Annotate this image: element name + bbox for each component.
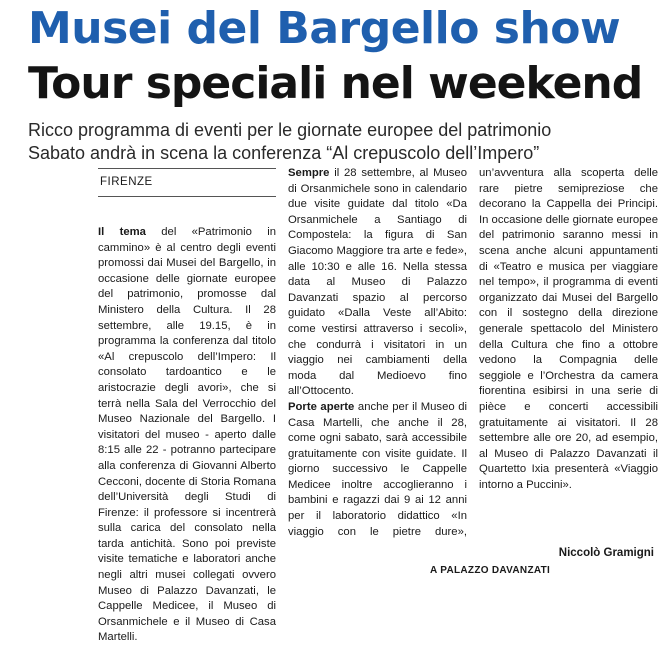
paragraph-3-lead: Porte aperte [288,400,355,413]
headline-secondary: Tour speciali nel weekend [28,58,643,109]
paragraph-2-lead: Sempre [288,167,330,179]
dateline: FIRENZE [98,168,276,197]
article-column-3 [480,538,658,558]
paragraph-3-text: anche per il Museo di Casa Martelli, che anche il 28, come ogni sabato, sarà accessibile gratuitamente con visite guidate. Il giorno successivo le Cappelle Medicee inoltre accoglieranno i bambini e ragazzi dai 9 ai 12 anni per il laboratorio didattico «In viaggio con le pietre dure», un’avventura alla scoperta delle rare pietre semipreziose che decorano la Cappella dei Principi. In occasione delle giornate europee del patrimonio saranno messi in scena anche alcuni appuntamenti di «Teatro e musica per viaggiare nel tempo», il programma di eventi organizzato dai Musei del Bargello con il sostegno della direzione generale spettacolo del Ministero della Cultura che fino a ottobre vedono la Compagnia delle seggiole e l’Orchestra da camera fiorentina esibirsi in una serie di pièce e concerti accessibili gratuitamente ai visitatori. Il 28 settembre alle ore 20, ad esempio, al Museo di Palazzo Davanzati il Quartetto Ixia presenterà «Viaggio intorno a Puccini». [288,167,658,538]
article-column-2 [288,166,658,544]
paragraph-1-text: del «Patrimonio in cammino» è al centro degli eventi promossi dai Musei del Bargello, in occasione delle giornate europee del patrimonio, promosse dal Ministero della Cultura. Il 28 settembre, alle 19.15, è in programma la conferenza dal titolo «Al crepuscolo dell’Impero: Il consolato tardoantico e le aristocrazie degli avori», che si terrà nella Sala del Verrocchio del Museo Nazionale del Bargello. I visitatori del museo - aperto dalle 8:15 alle 22 - potranno partecipare alla conferenza di Giovanni Alberto Cecconi, docente di Storia Romana dell’Università degli Studi di Firenze: il professore si incentrerà sulla carica del consolato nella tarda antichità. Sono poi previste visite tematiche e laboratori anche negli altri musei collegati ovvero Museo di Palazzo Davanzati, le Cappelle Medicee, il Museo di Orsanmichele e il Museo di Casa Martelli. [98,226,276,644]
subheadline-line-2: Sabato andrà in scena la conferenza “Al crepuscolo dell’Impero” [28,143,540,163]
paragraph-1-lead: Il tema [98,226,146,238]
photo-caption: A PALAZZO DAVANZATI [430,565,551,576]
headline-main: Musei del Bargello show [28,3,621,54]
subheadline-line-1: Ricco programma di eventi per le giornate europee del patrimonio [28,120,552,140]
author-byline: Niccolò Gramigni [558,547,654,559]
subheadline [28,119,551,165]
article-column-1 [98,168,276,644]
paragraph-2 [288,166,467,400]
paragraph-2-text: il 28 settembre, al Museo di Orsanmichele sono in calendario due visite guidate dal titolo «Da Orsanmichele a Santiago di Compostela: la figura di San Giacomo Maggiore tra arte e fede», alle 10:30 e alle 16. Nella stessa data al Museo di Palazzo Davanzati spazio al percorso guidato «Dalla Veste all’Abito: come vestirsi attraverso i secoli», che condurrà i visitatori in un viaggio nei cambiamenti della moda dal Medioevo fino all’Ottocento. [288,167,467,398]
paragraph-1 [98,225,276,646]
